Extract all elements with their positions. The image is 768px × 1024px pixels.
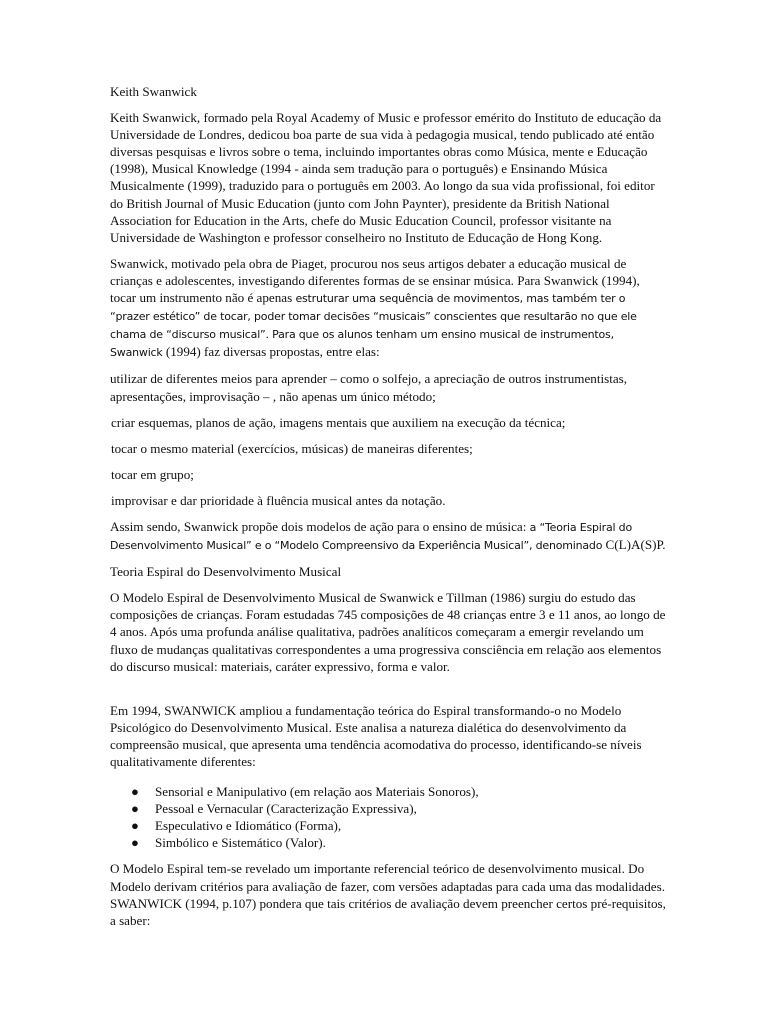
proposal-item: tocar em grupo; <box>111 466 194 482</box>
document-title: Keith Swanwick <box>110 84 197 99</box>
paragraph-piaget-part-2: estruturar uma sequência de movimentos, mas também ter o “prazer estético” de tocar, poder tomar decisões “musicais” conscientes que resultarão no que ele chama de “discurso musical”. Para que os alunos tenham um ensino musical de instrumentos, Swanwick <box>110 292 637 360</box>
bullet-icon: ● <box>131 801 139 817</box>
paragraph-evaluation-criteria: O Modelo Espiral tem-se revelado um importante referencial teórico de desenvolvimento musical. Do Modelo derivam critérios para avaliação de fazer, com versões adaptadas para cada uma das modalidades. SWANWICK (1994, p.107) pondera que tais critérios de avaliação devem preencher certos pré-requisitos, a saber: <box>110 861 666 928</box>
paragraph-piaget-part-3: (1994) faz diversas propostas, entre elas: <box>165 344 380 360</box>
list-item <box>110 783 668 800</box>
proposal-item: tocar o mesmo material (exercícios, músicas) de maneiras diferentes; <box>111 440 473 456</box>
list-item-text: Simbólico e Sistemático (Valor). <box>155 835 326 851</box>
bullet-icon: ● <box>131 835 139 851</box>
list-item-text: Especulativo e Idiomático (Forma), <box>155 818 342 834</box>
levels-list <box>110 783 668 851</box>
proposal-item: criar esquemas, planos de ação, imagens mentais que auxiliem na execução da técnica; <box>111 414 566 430</box>
bullet-icon: ● <box>131 818 139 834</box>
proposal-item: utilizar de diferentes meios para aprender – como o solfejo, a apreciação de outros instrumentistas, apresentações, improvisação – , não apenas um único método; <box>110 371 628 404</box>
paragraph-piaget-part-1: Swanwick, motivado pela obra de Piaget, procurou nos seus artigos debater a educação musical de crianças e adolescentes, investigando diferentes formas de se ensinar música. Para Swanwick (1994), tocar um instrumento não é apenas <box>110 255 640 306</box>
list-item <box>110 834 668 851</box>
paragraph-spiral-model: O Modelo Espiral de Desenvolvimento Musical de Swanwick e Tillman (1986) surgiu do estudo das composições de crianças. Foram estudadas 745 composições de 48 crianças entre 3 e 11 anos, ao longo de 4 anos. Após uma profunda análise qualitativa, padrões analíticos começaram a emergir revelando um fluxo de mudanças qualitativas correspondentes a uma progressiva consciência em relação aos elementos do discurso musical: materiais, caráter expressivo, forma e valor. <box>110 590 666 674</box>
paragraph-models <box>110 518 668 554</box>
paragraph-models-part-3: C(L)A(S)P. <box>605 537 666 553</box>
list-item-text: Pessoal e Vernacular (Caracterização Expressiva), <box>155 801 417 817</box>
list-item <box>110 817 668 834</box>
paragraph-models-part-1: Assim sendo, Swanwick propõe dois modelos de ação para o ensino de música: <box>110 518 530 534</box>
paragraph-biography: Keith Swanwick, formado pela Royal Academy of Music e professor emérito do Instituto de educação da Universidade de Londres, dedicou boa parte de sua vida à pedagogia musical, tendo publicado até então diversas pesquisas e livros sobre o tema, incluindo importantes obras como Música, mente e Educação (1998), Musical Knowledge (1994 - ainda sem tradução para o português) e Ensinando Música Musicalmente (1999), traduzido para o português em 2003. Ao longo da sua vida profissional, foi editor do British Journal of Music Education (junto com John Paynter), presidente da British National Association for Education in the Arts, chefe do Music Education Council, professor visitante na Universidade de Washington e professor conselheiro no Instituto de Educação de Hong Kong. <box>110 110 662 245</box>
list-item-text: Sensorial e Manipulativo (em relação aos Materiais Sonoros), <box>155 784 479 800</box>
paragraph-piaget <box>110 255 668 362</box>
bullet-icon: ● <box>131 784 139 800</box>
paragraph-psychological-model: Em 1994, SWANWICK ampliou a fundamentação teórica do Espiral transformando-o no Modelo Psicológico do Desenvolvimento Musical. Este analisa a natureza dialética do desenvolvimento da compreensão musical, que apresenta uma tendência acomodativa do processo, identificando-se níveis qualitativamente diferentes: <box>110 702 642 769</box>
section-heading: Teoria Espiral do Desenvolvimento Musical <box>110 564 342 580</box>
list-item <box>110 800 668 817</box>
document-body <box>110 83 668 929</box>
paragraph-models-part-2: a “Teoria Espiral do Desenvolvimento Musical” e o “Modelo Compreensivo da Experiência Musical”, denominado <box>110 520 632 553</box>
proposal-item: improvisar e dar prioridade à fluência musical antes da notação. <box>111 492 446 508</box>
